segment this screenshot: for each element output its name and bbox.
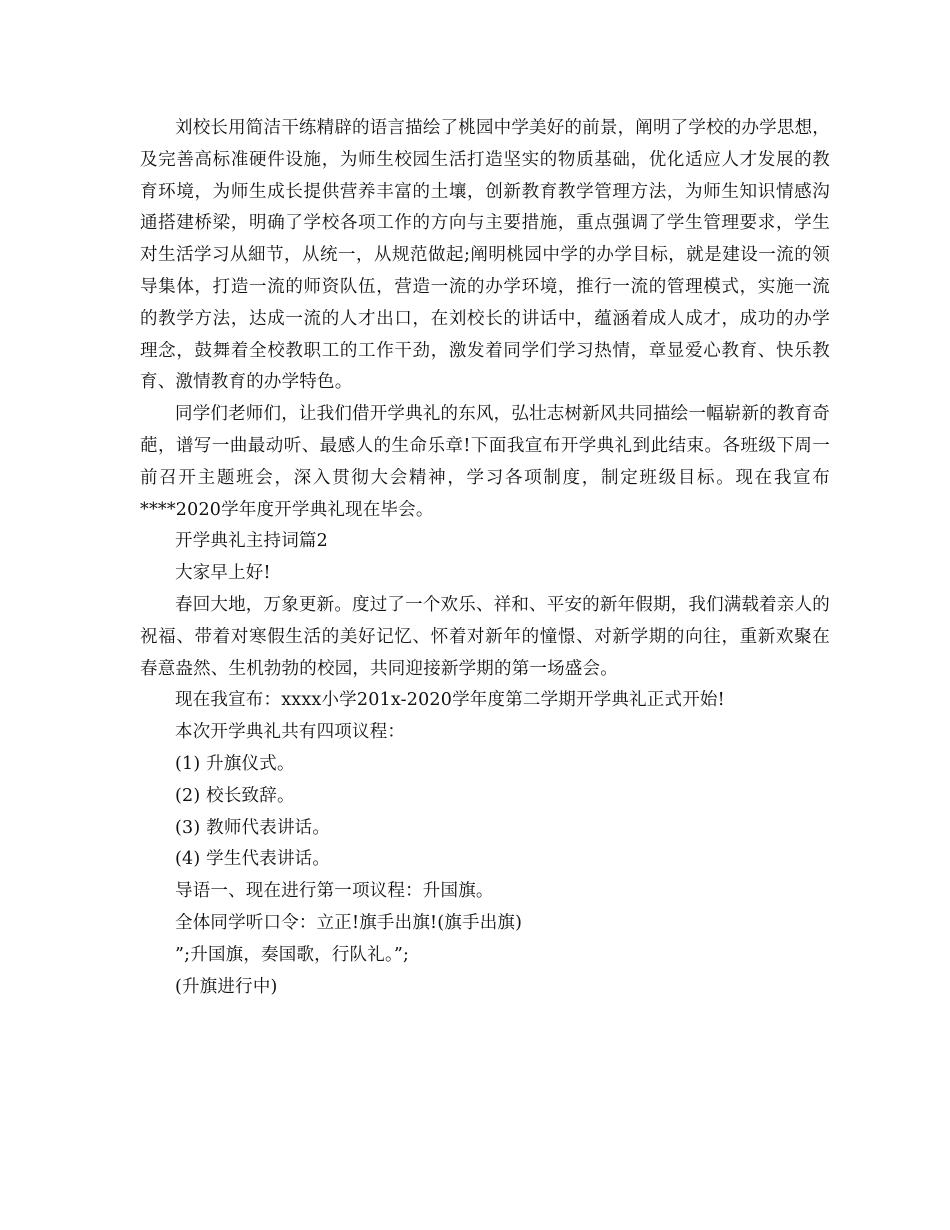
- line-guide-one: 导语一、现在进行第一项议程：升国旗。: [175, 881, 494, 902]
- line-flag-raising: (升旗进行中): [175, 976, 278, 997]
- agenda-item-2: (2) 校长致辞。: [175, 785, 295, 806]
- line-announcement: 现在我宣布：xxxx小学201x-2020学年度第二学期开学典礼正式开始!: [175, 690, 725, 711]
- section-heading: 开学典礼主持词篇2: [175, 531, 328, 552]
- agenda-item-4: (4) 学生代表讲话。: [175, 849, 331, 870]
- paragraph-closing-remarks: 同学们老师们，让我们借开学典礼的东风，弘壮志树新风共同描绘一幅崭新的教育奇葩，谱写一曲最动听、最感人的生命乐章!下面我宣布开学典礼到此结束。各班级下周一前召开主题班会，深入贯彻大会精神，学习各项制度，制定班级目标。现在我宣布****2020学年度开学典礼现在毕会。: [140, 404, 830, 520]
- document-body: [140, 113, 830, 1003]
- paragraph-intro: 春回大地，万象更新。度过了一个欢乐、祥和、平安的新年假期，我们满载着亲人的祝福、带着对寒假生活的美好记忆、怀着对新年的憧憬、对新学期的向往，重新欢聚在春意盎然、生机勃勃的校园，共同迎接新学期的第一场盛会。: [140, 594, 830, 679]
- line-quote: ”;升国旗，奏国歌，行队礼。”;: [175, 944, 410, 965]
- line-agenda-intro: 本次开学典礼共有四项议程：: [175, 722, 406, 743]
- agenda-item-1: (1) 升旗仪式。: [175, 753, 295, 774]
- greeting-line: 大家早上好!: [175, 563, 271, 584]
- paragraph-principal-speech: 刘校长用简洁干练精辟的语言描绘了桃园中学美好的前景，阐明了学校的办学思想，及完善高标准硬件设施，为师生校园生活打造坚实的物质基础，优化适应人才发展的教育环境，为师生成长提供营养丰富的土壤，创新教育教学管理方法，为师生知识情感沟通搭建桥梁，明确了学校各项工作的方向与主要措施，重点强调了学生管理要求，学生对生活学习从細节，从统一，从规范做起;阐明桃园中学的办学目标，就是建设一流的领导集体，打造一流的师资队伍，营造一流的办学环境，推行一流的管理模式，实施一流的教学方法，达成一流的人才出口，在刘校长的讲话中，蕴涵着成人成才，成功的办学理念，鼓舞着全校教职工的工作干劲，激发着同学们学习热情，章显爱心教育、快乐教育、激情教育的办学特色。: [140, 118, 830, 393]
- agenda-item-3: (3) 教师代表讲话。: [175, 817, 331, 838]
- line-command: 全体同学听口令：立正!旗手出旗!(旗手出旗): [175, 912, 523, 933]
